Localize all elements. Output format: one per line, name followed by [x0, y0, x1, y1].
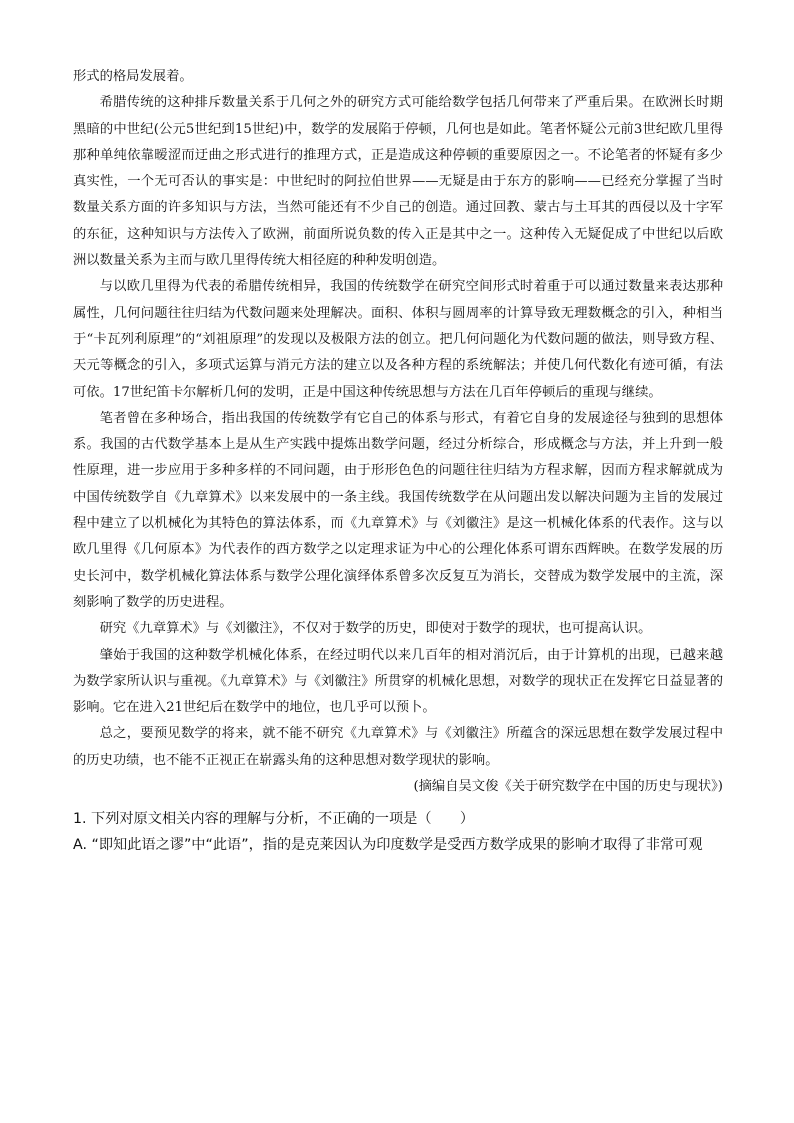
- paragraph-3: 笔者曾在多种场合，指出我国的传统数学有它自己的体系与形式，有着它自身的发展途径与独到的思想体系。我国的古代数学基本上是从生产实践中提炼出数学问题，经过分析综合，形成概念与方法，并上升到一般性原理，进一步应用于多种多样的不同问题，由于形形色色的问题往往归结为方程求解，因而方程求解就成为中国传统数学自《九章算术》以来发展中的一条主线。我国传统数学在从问题出发以解决问题为主旨的发展过程中建立了以机械化为其特色的算法体系，而《九章算术》与《刘徽注》是这一机械化体系的代表作。这与以欧几里得《几何原本》为代表作的西方数学之以定理求证为中心的公理化体系可谓东西辉映。在数学发展的历史长河中，数学机械化算法体系与数学公理化演绎体系曾多次反复互为消长，交替成为数学发展中的主流，深刻影响了数学的历史进程。: [73, 410, 723, 610]
- option-a-text: A. “即知此语之谬”中“此语”，指的是克莱因认为印度数学是受西方数学成果的影响才取得了非常可观: [73, 837, 703, 854]
- paragraph-2: 与以欧几里得为代表的希腊传统相异，我国的传统数学在研究空间形式时着重于可以通过数量来表达那种属性，几何问题往往归结为代数问题来处理解决。面积、体积与圆周率的计算导致无理数概念的引入，种相当于“卡瓦列利原理”的“刘祖原理”的发现以及极限方法的创立。把几何问题化为代数问题的做法，则导致方程、天元等概念的引入，多项式运算与消元方法的建立以及各种方程的系统解法；并使几何代数化有迹可循，有法可依。17世纪笛卡尔解析几何的发明，正是中国这种传统思想与方法在几百年停顿后的重现与继续。: [73, 279, 723, 400]
- paragraph-4: 研究《九章算术》与《刘徽注》，不仅对于数学的历史，即使对于数学的现状，也可提高认识。: [99, 621, 652, 637]
- paragraph-6: 总之，要预见数学的将来，就不能不研究《九章算术》与《刘徽注》所蕴含的深远思想在数学发展过程中的历史功绩，也不能不正视正在崭露头角的这种思想对数学现状的影响。: [73, 726, 723, 768]
- first-line-text: 形式的格局发展着。: [73, 69, 193, 84]
- source-citation: (摘编自吴文俊《关于研究数学在中国的历史与现状》): [413, 779, 723, 795]
- question-1-stem: 1. 下列对原文相关内容的理解与分析，不正确的一项是（ ）: [73, 811, 475, 828]
- paragraph-1: 希腊传统的这种排斥数量关系于几何之外的研究方式可能给数学包括几何带来了严重后果。在欧洲长时期黑暗的中世纪(公元5世纪到15世纪)中，数学的发展陷于停顿，几何也是如此。笔者怀疑公元前3世纪欧几里得那种单纯依靠暧涩而迂曲之形式进行的推理方式，正是造成这种停顿的重要原因之一。不论笔者的怀疑有多少真实性，一个无可否认的事实是：中世纪时的阿拉伯世界——无疑是由于东方的影响——已经充分掌握了当时数量关系方面的许多知识与方法，当然可能还有不少自己的创造。通过回教、蒙古与土耳其的西侵以及十字军的东征，这种知识与方法传入了欧洲，前面所说负数的传入正是其中之一。这种传入无疑促成了中世纪以后欧洲以数量关系为主而与欧几里得传统大相径庭的种种发明创造。: [73, 95, 723, 269]
- paragraph-5: 肇始于我国的这种数学机械化体系，在经过明代以来几百年的相对消沉后，由于计算机的出现，已越来越为数学家所认识与重视。《九章算术》与《刘徽注》所贯穿的机械化思想，对数学的现状正在发挥它日益显著的影响。它在进入21世纪后在数学中的地位，也几乎可以预卜。: [73, 647, 723, 716]
